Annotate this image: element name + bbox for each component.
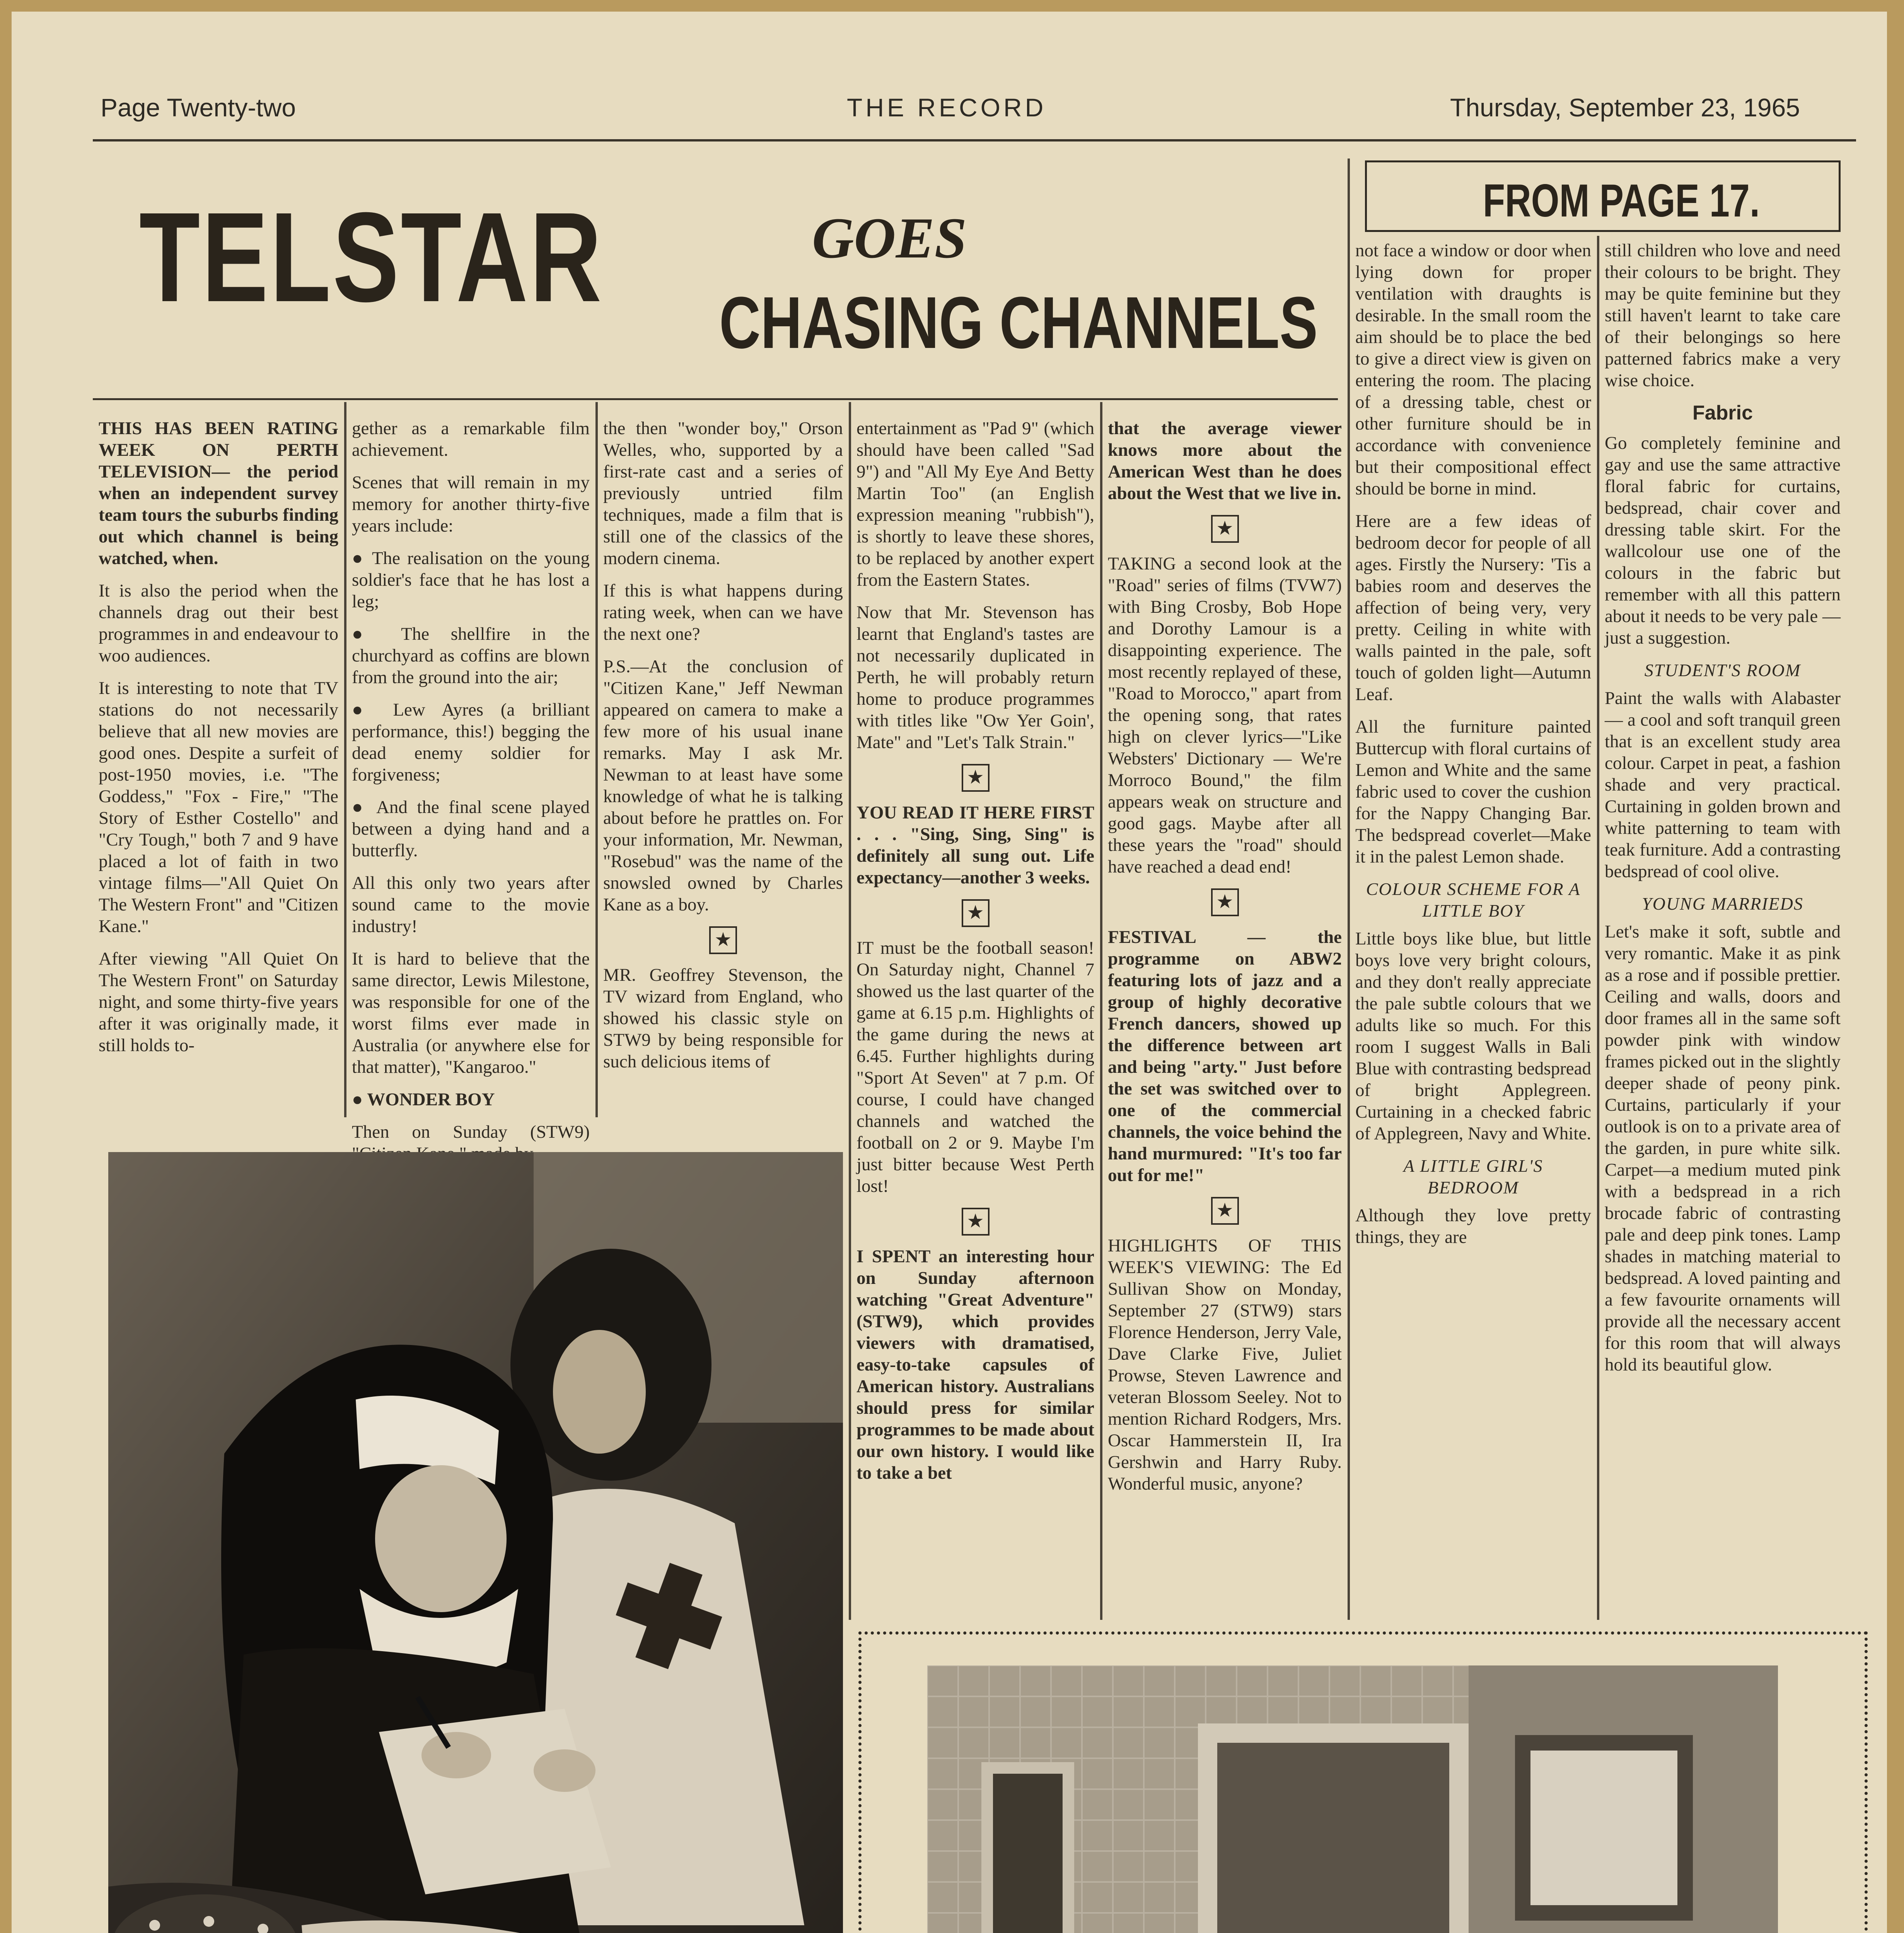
from-page-box bbox=[1365, 160, 1841, 232]
telstar-headline: TELSTAR bbox=[139, 186, 604, 328]
decor-column-1: not face a window or door when lying down for proper ventilation with draughts is desirable. In the small room the aim should be to place the bed to give a direct view is given on entering the room. The placing of a dressing table, chest or other furniture should be in accordance with convenience but their compositional effect should be borne in mind. Here are a few ideas of bedroom decor for people of all ages. Firstly the Nursery: 'Tis a babies room and deserves the affection of being very, very pretty. Ceiling in white with walls painted in the pale, soft touch of golden light—Autumn Leaf. All the furniture painted Buttercup with floral curtains of Lemon and White and the same fabric used to cover the cushion for the Nappy Changing Bar. The bedspread coverlet—Make it in the palest Lemon shade. COLOUR SCHEME FOR A LITTLE BOY Little boys like blue, but little boys love very bright colours, and they don't really appreciate the pale subtle colours that we adults like so much. For this room I suggest Walls in Bali Blue with contrasting bedspread of bright Applegreen. Curtaining in a checked fabric of Applegreen, Navy and White. A LITTLE GIRL'S BEDROOM Although they love pretty things, they are bbox=[1355, 240, 1591, 1247]
telstar-column-1: THIS HAS BEEN RATING WEEK ON PERTH TELEVISION— the period when an independent survey team tours the suburbs finding out which channel is being watched, when. It is also the period when the channels drag out their best programmes in and endeavour to woo audiences. It is interesting to note that TV stations do not necessarily believe that all new movies are good ones. Despite a surfeit of post-1950 movies, i.e. "The Goddess," "Fox - Fire," "The Story of Esther Costello" and "Cry Tough," both 7 and 9 have placed a lot of faith in two vintage films—"All Quiet On The Western Front" and "Citizen Kane." After viewing "All Quiet On The Western Front" on Saturday night, and some thirty-five years after it was originally made, it still holds to- bbox=[99, 418, 338, 1055]
telstar-column-2: gether as a remarkable film achievement. Scenes that will remain in my memory for another thirty-five years include: ● The realisation on the young soldier's face that he has lost a leg; ● The shellfire in the churchyard as coffins are blown from the ground into the air; ● Lew Ayres (a brilliant performance, this!) begging the dead enemy soldier for forgiveness; ● And the final scene played between a dying hand and a butterfly. All this only two years after sound came to the movie industry! It is hard to believe that the same director, Lewis Milestone, was responsible for one of the worst films ever made in Australia (or anywhere else for that matter), "Kangaroo." ● WONDER BOY Then on Sunday (STW9) bbox=[352, 418, 590, 1117]
star-icon: ★ bbox=[709, 926, 737, 954]
star-icon: ★ bbox=[962, 1208, 990, 1236]
star-icon: ★ bbox=[1211, 1197, 1239, 1225]
header-rule bbox=[93, 139, 1856, 141]
from-page-label: FROM PAGE 17. bbox=[1483, 175, 1760, 227]
newspaper-page bbox=[12, 12, 1887, 1933]
photo-illustration bbox=[108, 1152, 843, 1933]
telstar-column-3: the then "wonder boy," Orson Welles, who, supported by a first-rate cast and a series of previously untried film techniques, made a film that is still one of the classics of the modern cinema. If this is what happens during rating week, when can we have the next one? P.S.—At the conclusion of "Citizen Kane," Jeff Newman appeared on camera to make a few more of his usual inane remarks. May I ask Mr. Newman to at least have some knowledge of what he is talking about before he prattles on. For your information, Mr. Newman, "Rosebud" was the name of the snowsled owned by Charles Kane as a boy. ★ MR. Geoffrey Stevenson, the TV wizard from England, who showed his classic style on STW9 by being responsible for such delicious items of bbox=[603, 418, 843, 1072]
telstar-goes: GOES bbox=[812, 206, 967, 270]
crosby-advertisement bbox=[858, 1631, 1868, 1933]
paper-name: THE RECORD bbox=[847, 93, 1047, 122]
telstar-column-4: entertainment as "Pad 9" (which should have been called "Sad 9") and "All My Eye And Betty Martin Too" (an English expression meaning "rubbish"), is shortly to leave these shores, to be replaced by another expert from the Eastern States. Now that Mr. Stevenson has learnt that England's tastes are not necessarily duplicated in Perth, he will probably return home to produce programmes with titles like "Ow Yer Goin', Mate" and "Let's Talk Strain." ★ YOU READ IT HERE FIRST . . . "Sing, Sing, Sing" is definitely all sung out. Life expectancy—another 3 weeks. ★ IT must be the football season! On Saturday night, Channel 7 showed us the last quarter of the game at 6.15 p.m. Highlights of the game during the news at 6.45. Further highlights during "Sport At Seven" at 7 p.m. Of course, I could have changed channels and watched the football on 2 or 9. Maybe I'm just bitter because West Perth lost! ★ I SPENT an interesting hour on Sunday afternoon watching "Great Adventure" (STW9), which provides viewers with dramatised, easy-to-take capsules of American history. Australians should press for similar programmes to be made about our own history. I would like to take a bet bbox=[856, 418, 1094, 1483]
telstar-lead: THIS HAS BEEN RATING WEEK ON PERTH TELEVISION— the period when an independent survey team tours the suburbs finding out which channel is being watched, when. bbox=[99, 418, 338, 568]
star-icon: ★ bbox=[962, 899, 990, 927]
nun-red-cross-photo bbox=[108, 1152, 843, 1933]
star-icon: ★ bbox=[1211, 888, 1239, 916]
bathroom-photo bbox=[927, 1665, 1778, 1933]
page-number: Page Twenty-two bbox=[101, 93, 296, 122]
fabric-subhead: Fabric bbox=[1692, 402, 1753, 424]
telstar-column-5: that the average viewer knows more about the American West than he does about the West that we live in. ★ TAKING a second look at the "Road" series of films (TVW7) with Bing Crosby, Bob Hope and Dorothy Lamour is a disappointing experience. The most recently replayed of these, "Road to Morocco," apart from the opening song, that rates high on clever lyrics—"Like Websters' Dictionary — We're Morroco Bound," the film appears weak on structure and good gags. Maybe after all these years the "road" should have reached a dead end! ★ FESTIVAL — the programme on ABW2 featuring lots of jazz and a group of highly decorative French dancers, showed up the difference between art and being "arty." Just before the set was switched over to one of the commercial channels, the voice behind the hand murmured: "It's too far out for me!" ★ HIGHLIGHTS OF THIS WEEK'S VIEWING: The Ed Sullivan Show on Monday, September 27 (STW9) stars Florence Henderson, Jerry Vale, Dave Clarke Five, Juliet Prowse, Steven Lawrence and veteran Blossom Seeley. Not to mention Richard Rodgers, Mrs. Oscar Hammerstein II, Ira Gershwin and Harry Ruby. Wonderful music, anyone? bbox=[1108, 418, 1342, 1494]
telstar-rule bbox=[93, 398, 1338, 400]
wonder-boy-subhead: ● WONDER BOY bbox=[352, 1089, 590, 1110]
star-icon: ★ bbox=[962, 764, 990, 792]
telstar-subheadline: CHASING CHANNELS bbox=[719, 282, 1318, 364]
star-icon: ★ bbox=[1211, 515, 1239, 543]
issue-date: Thursday, September 23, 1965 bbox=[1450, 93, 1800, 122]
decor-column-2: still children who love and need their colours to be bright. They may be quite feminine but they still haven't learnt to take care of their belongings so here patterned fabrics make a very wise choice. Fabric Go completely feminine and gay and use the same attractive floral fabric for curtains, bedspread, chair cover and dressing table skirt. For the wallcolour use one of the colours in the fabric but remember with all this pattern about it needs to be very pale — just a suggestion. STUDENT'S ROOM Paint the walls with Alabaster — a cool and soft tranquil green that is an excellent study area colour. Carpet in peat, a fashion shade and very practical. Curtaining in golden brown and white patterning to team with teak furniture. Add a contrasting bedspread of cool olive. YOUNG MARRIEDS Let's make it soft, subtle and very romantic. Make it as pink as a rose and if possible prettier. Ceiling and walls, doors and door frames all in the same soft powder pink with window frames picked out in the slightly deeper shade of peony pink. Curtains, particularly if your outlook is on to a private area of the garden, in pure white silk. Carpet—a medium muted pink with a bedspread in a rich brocade fabric of contrasting pale and deep pink tones. Lamp shades in matching material to bedspread. A loved painting and a few favourite ornaments will provide all the necessary accent for this room that will always hold its beautiful glow. bbox=[1605, 240, 1841, 1375]
